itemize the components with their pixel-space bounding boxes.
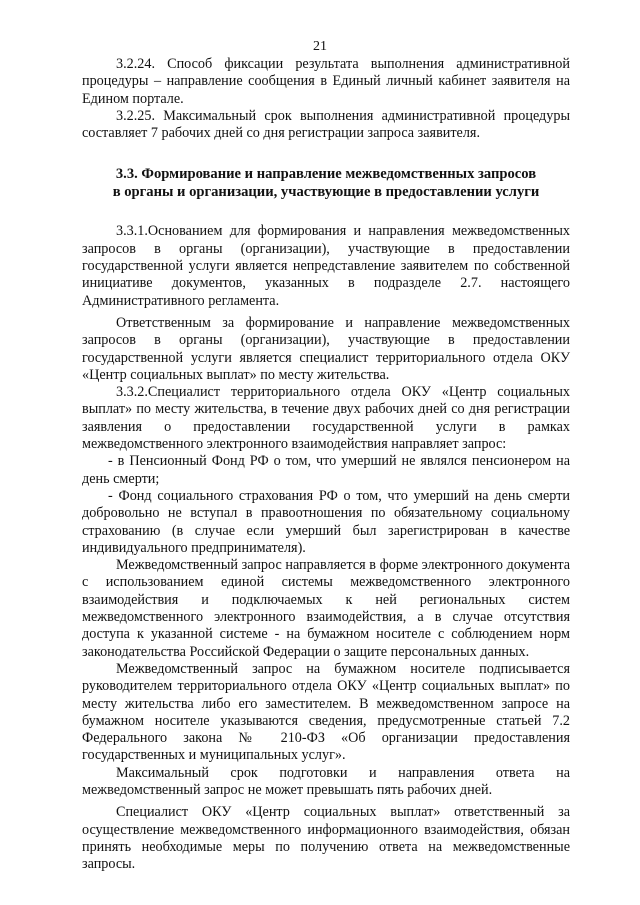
page-number: 21 (313, 39, 327, 54)
paragraph-3-2-25: 3.2.25. Максимальный срок выполнения административной процедуры составляет 7 рабочих дней со дня регистрации запроса заявителя. (82, 107, 570, 142)
paragraph-request-form: Межведомственный запрос направляется в форме электронного документа с использованием единой системы межведомственного электронного взаимодействия и подключаемых к ней региональных систем межведомственного электронного взаимодействия, а в случае отсутствия доступа к указанной системе - на бумажном носителе с соблюдением норм законодательства Российской Федерации о защите персональных данных. (82, 557, 570, 660)
paragraph-3-3-1: 3.3.1.Основанием для формирования и направления межведомственных запросов в органы (организации), участвующие в предоставлении государственной услуги является непредставление заявителем по собственной инициативе документов, указанных в подразделе 2.7. настоящего Административного регламента. (82, 223, 570, 309)
document-body (82, 56, 570, 873)
section-heading-line-1: 3.3. Формирование и направление межведомственных запросов (115, 166, 537, 183)
section-heading-3-3 (82, 165, 570, 201)
section-heading-line-2: в органы и организации, участвующие в предоставлении услуги (112, 184, 540, 201)
list-item-social-insurance-fund: - Фонд социального страхования РФ о том, что умерший на день смерти добровольно не вступал в правоотношения по обязательному социальному страхованию (в случае если умерший был зарегистрирован в качестве индивидуального предпринимателя). (82, 487, 570, 556)
paragraph-specialist-duty: Специалист ОКУ «Центр социальных выплат» ответственный за осуществление межведомственного информационного взаимодействия, обязан принять необходимые меры по получению ответа на межведомственные запросы. (82, 804, 570, 873)
list-item-pension-fund: - в Пенсионный Фонд РФ о том, что умерший не являлся пенсионером на день смерти; (82, 453, 570, 487)
paragraph-responsible: Ответственным за формирование и направление межведомственных запросов в органы (организации), участвующие в предоставлении государственной услуги является специалист территориального отдела ОКУ «Центр социальных выплат» по месту жительства. (82, 314, 570, 383)
paragraph-paper-request: Межведомственный запрос на бумажном носителе подписывается руководителем территориального отдела ОКУ «Центр социальных выплат» по месту жительства либо его заместителем. В межведомственном запросе на бумажном носителе указываются сведения, предусмотренные статьей 7.2 Федерального закона № 210-ФЗ «Об организации предоставления государственных и муниципальных услуг». (82, 660, 570, 764)
paragraph-max-term: Максимальный срок подготовки и направления ответа на межведомственный запрос не может превышать пять рабочих дней. (82, 764, 570, 798)
paragraph-3-3-2: 3.3.2.Специалист территориального отдела ОКУ «Центр социальных выплат» по месту жительства, в течение двух рабочих дней со дня регистрации заявления о предоставлении государственной услуги в рамках межведомственного электронного взаимодействия направляет запрос: (82, 384, 570, 453)
paragraph-3-2-24: 3.2.24. Способ фиксации результата выполнения административной процедуры – направление сообщения в Единый личный кабинет заявителя на Едином портале. (82, 56, 570, 107)
